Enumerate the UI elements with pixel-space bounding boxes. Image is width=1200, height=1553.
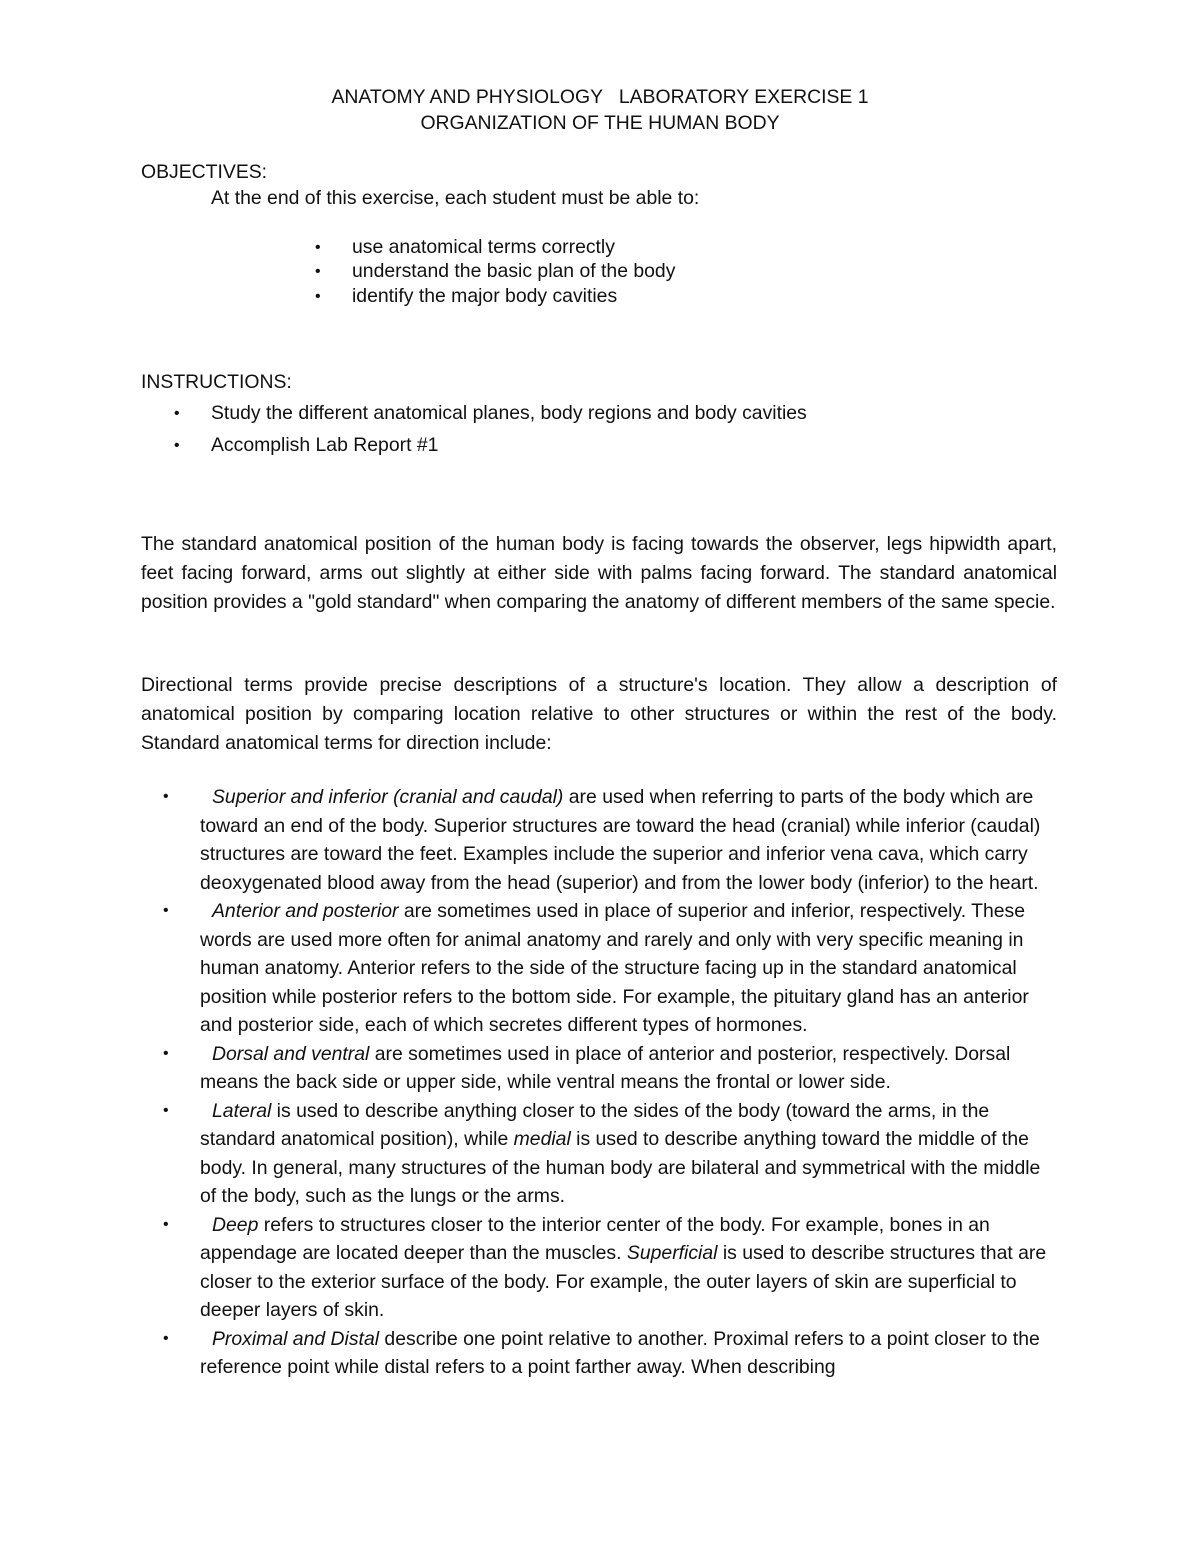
- bullet-icon: •: [174, 437, 180, 454]
- objectives-intro: At the end of this exercise, each student must be able to:: [211, 187, 700, 209]
- instructions-heading: INSTRUCTIONS:: [141, 371, 292, 393]
- list-item: [141, 1211, 1060, 1325]
- bullet-icon: •: [163, 1101, 169, 1119]
- document-title: ANATOMY AND PHYSIOLOGY LABORATORY EXERCISE 1: [331, 86, 869, 108]
- bullet-icon: •: [163, 1329, 169, 1347]
- directional-terms-list: [141, 783, 1057, 1382]
- bullet-icon: •: [315, 263, 321, 280]
- bullet-icon: •: [174, 405, 180, 422]
- term-label: Dorsal and ventral: [212, 1042, 370, 1065]
- term-label: Anterior and posterior: [212, 900, 399, 922]
- bullet-icon: •: [163, 788, 169, 805]
- term-description: are used when referring to parts of the body which are toward an end of the body. Superior structures are toward the head (cranial) while inferior (caudal) structures are toward the feet. Examples include the superior and inferior vena cava, which carry deoxygenated blood away from the head (superior) and from the lower body (inferior) to the heart.: [200, 786, 1041, 894]
- term-description: describe one point relative to another. Proximal refers to a point closer to the reference point while distal refers to a point farther away. When describing: [200, 1327, 1040, 1378]
- instruction-item: Accomplish Lab Report #1: [211, 434, 439, 456]
- bullet-icon: •: [315, 288, 321, 305]
- objective-item: use anatomical terms correctly: [352, 236, 615, 258]
- bullet-icon: •: [163, 1215, 169, 1233]
- term-label: Superficial: [626, 1242, 718, 1264]
- term-label: Lateral: [212, 1099, 272, 1122]
- term-description: refers to structures closer to the interior center of the body. For example, bones in an appendage are located deeper than the muscles.: [200, 1213, 990, 1264]
- term-description: are sometimes used in place of superior and inferior, respectively. These words are used more often for animal anatomy and rarely and only with very specific meaning in human anatomy. Anterior refers to the side of the structure facing up in the standard anatomical position while posterior refers to the bottom side. For example, the pituitary gland has an anterior and posterior side, each of which secretes different types of hormones.: [200, 900, 1029, 1036]
- paragraph-anatomical-position: [141, 530, 1057, 617]
- list-item: [141, 1325, 1060, 1382]
- objective-item: understand the basic plan of the body: [352, 260, 676, 282]
- instruction-item: Study the different anatomical planes, body regions and body cavities: [211, 402, 807, 424]
- term-description: is used to describe anything toward the middle of the body. In general, many structures of the human body are bilateral and symmetrical with the middle of the body, such as the lungs or the arms.: [200, 1128, 1041, 1207]
- paragraph-text: The standard anatomical position of the human body is facing towards the observer, legs hipwidth apart, feet facing forward, arms out slightly at either side with palms facing forward. The standard anatomical position provides a "gold standard" when comparing the anatomy of different members of the same specie.: [141, 533, 1057, 613]
- paragraph-text: Directional terms provide precise descriptions of a structure's location. They allow a description of anatomical position by comparing location relative to other structures or within the rest of the body. Standard anatomical terms for direction include:: [141, 674, 1057, 754]
- list-item: [141, 783, 1060, 897]
- term-description: are sometimes used in place of anterior and posterior, respectively. Dorsal means the back side or upper side, while ventral means the frontal or lower side.: [200, 1042, 1011, 1093]
- list-item: [141, 1097, 1060, 1211]
- term-label: Proximal and Distal: [212, 1327, 380, 1350]
- term-label: medial: [513, 1128, 571, 1150]
- paragraph-directional-terms: [141, 671, 1057, 758]
- term-label: Superior and inferior (cranial and caudal): [212, 786, 564, 808]
- objectives-heading: OBJECTIVES:: [141, 161, 268, 183]
- list-item: [141, 1040, 1060, 1097]
- bullet-icon: •: [315, 239, 321, 256]
- term-description: is used to describe anything closer to the sides of the body (toward the arms, in the standard anatomical position), while: [200, 1099, 990, 1150]
- term-label: Deep: [212, 1213, 259, 1236]
- term-description: is used to describe structures that are closer to the exterior surface of the body. For example, the outer layers of skin are superficial to deeper layers of skin.: [200, 1242, 1047, 1321]
- bullet-icon: •: [163, 1044, 169, 1062]
- objective-item: identify the major body cavities: [352, 285, 618, 307]
- document-subtitle: ORGANIZATION OF THE HUMAN BODY: [420, 112, 780, 134]
- list-item: [141, 897, 1060, 1040]
- bullet-icon: •: [163, 902, 169, 919]
